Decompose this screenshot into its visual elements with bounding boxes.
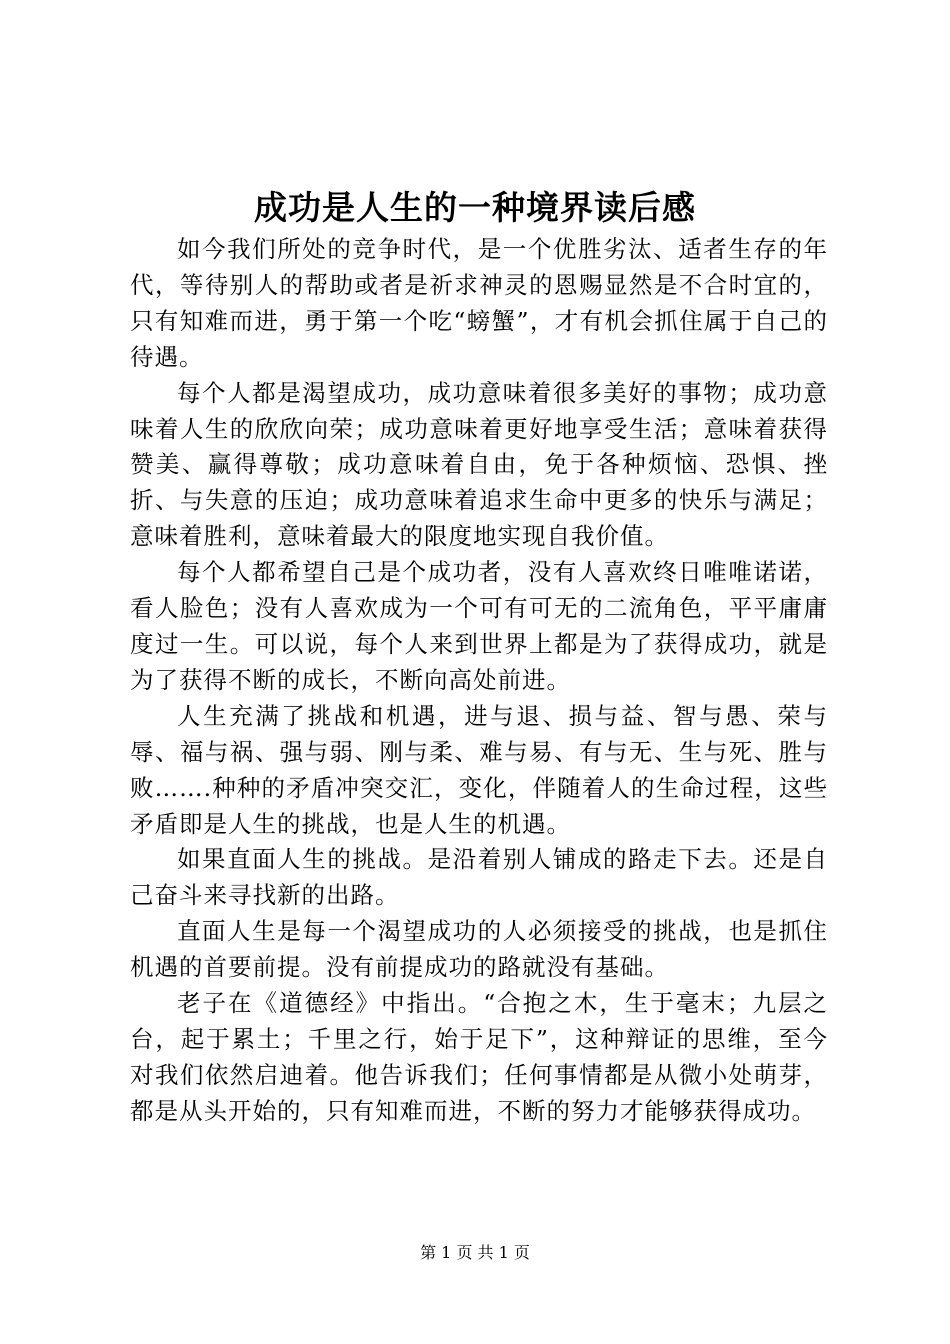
paragraph: 每个人都是渴望成功，成功意味着很多美好的事物；成功意味着人生的欣欣向荣；成功意味着更好地享受生活；意味着获得赞美、赢得尊敬；成功意味着自由，免于各种烦恼、恐惧、挫折、与失意的压迫；成功意味着追求生命中更多的快乐与满足；意味着胜利，意味着最大的限度地实现自我价值。 — [130, 378, 828, 551]
paragraph: 如果直面人生的挑战。是沿着别人铺成的路走下去。还是自己奋斗来寻找新的出路。 — [130, 845, 828, 910]
paragraph: 人生充满了挑战和机遇，进与退、损与益、智与愚、荣与辱、福与祸、强与弱、刚与柔、难与易、有与无、生与死、胜与败…….种种的矛盾冲突交汇，变化，伴随着人的生命过程，这些矛盾即是人生的挑战，也是人生的机遇。 — [130, 701, 828, 838]
document-title: 成功是人生的一种境界读后感 — [254, 188, 696, 227]
paragraph: 直面人生是每一个渴望成功的人必须接受的挑战，也是抓住机遇的首要前提。没有前提成功的路就没有基础。 — [130, 917, 828, 982]
document-body — [130, 232, 828, 1130]
paragraph: 老子在《道德经》中指出。“合抱之木，生于毫末；九层之台，起于累土；千里之行，始于足下”，这种辩证的思维，至今对我们依然启迪着。他告诉我们；任何事情都是从微小处萌芽，都是从头开始的，只有知难而进，不断的努力才能够获得成功。 — [130, 989, 828, 1125]
paragraph: 如今我们所处的竞争时代，是一个优胜劣汰、适者生存的年代，等待别人的帮助或者是祈求神灵的恩赐显然是不合时宜的，只有知难而进，勇于第一个吃“螃蟹”，才有机会抓住属于自己的待遇。 — [130, 235, 828, 371]
paragraph: 每个人都希望自己是个成功者，没有人喜欢终日唯唯诺诺，看人脸色；没有人喜欢成为一个可有可无的二流角色，平平庸庸度过一生。可以说，每个人来到世界上都是为了获得成功，就是为了获得不断的成长，不断向高处前进。 — [130, 558, 828, 694]
page-number-footer: 第 1 页 共 1 页 — [420, 1243, 530, 1262]
